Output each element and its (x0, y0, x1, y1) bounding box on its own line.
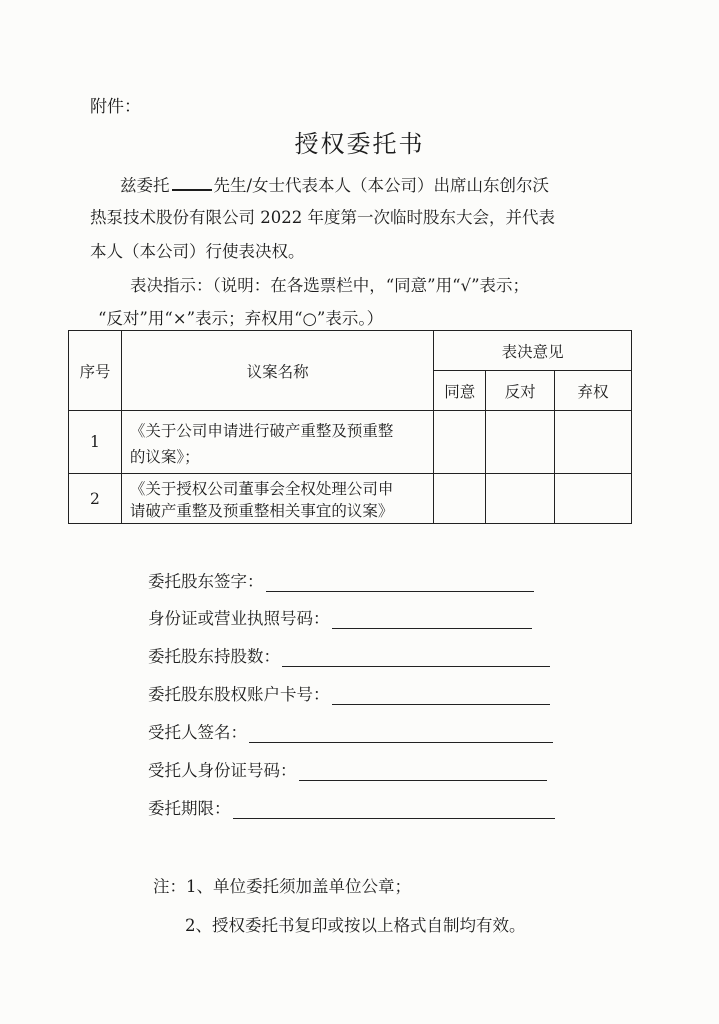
intro-line-1-end: 先生/女士代表本人（本公司）出席山东创尔沃 (213, 176, 550, 195)
note-line-2: 2、授权委托书复印或按以上格式自制均有效。 (185, 916, 526, 935)
oppose-cell[interactable] (486, 474, 555, 524)
agree-cell[interactable] (434, 411, 486, 474)
motion-name-line: 《关于公司申请进行破产重整及预重整 (129, 422, 394, 440)
intro-line-1 (120, 172, 549, 196)
note-line-1: 注：1、单位委托须加盖单位公章； (153, 877, 411, 896)
row-seq: 1 (69, 411, 122, 474)
header-motion-name: 议案名称 (121, 331, 433, 411)
oppose-cell[interactable] (486, 411, 555, 474)
field-proxy-signature (148, 719, 553, 743)
proxy-signature-input-line[interactable] (249, 725, 553, 743)
row-seq: 2 (69, 474, 122, 524)
field-label: 身份证或营业执照号码： (148, 609, 330, 628)
field-label: 委托股东股权账户卡号： (148, 685, 330, 704)
proxy-id-input-line[interactable] (299, 763, 547, 781)
abstain-cell[interactable] (555, 411, 632, 474)
voting-table (68, 330, 632, 524)
field-shareholder-signature (148, 568, 534, 592)
agree-cell[interactable] (434, 474, 486, 524)
field-label: 委托期限： (148, 799, 231, 818)
field-id-number (148, 605, 532, 629)
table-row (69, 474, 632, 524)
proxy-name-blank[interactable] (172, 177, 212, 191)
intro-line-2: 热泵技术股份有限公司 2022 年度第一次临时股东大会，并代表 (90, 208, 555, 227)
motion-name-line: 《关于授权公司董事会全权处理公司申 (129, 479, 394, 498)
header-seq: 序号 (69, 331, 122, 411)
id-number-input-line[interactable] (332, 611, 532, 629)
instruction-line-1: 表决指示：（说明：在各选票栏中，“同意”用“√”表示； (130, 276, 530, 295)
attachment-label: 附件： (90, 97, 141, 117)
field-share-count (148, 643, 550, 667)
motion-name-line: 的议案》； (129, 448, 200, 466)
field-account-number (148, 681, 550, 705)
account-number-input-line[interactable] (332, 687, 550, 705)
row-motion-name (121, 474, 433, 524)
intro-line-3: 本人（本公司）行使表决权。 (90, 242, 305, 261)
header-oppose: 反对 (486, 371, 555, 411)
proxy-term-input-line[interactable] (233, 801, 555, 819)
field-proxy-id-number (148, 757, 547, 781)
signature-input-line[interactable] (266, 574, 534, 592)
header-opinion: 表决意见 (434, 331, 632, 371)
motion-name-line: 请破产重整及预重整相关事宜的议案》 (129, 501, 394, 520)
intro-line-1-start: 兹委托 (120, 176, 170, 195)
header-abstain: 弃权 (555, 371, 632, 411)
share-count-input-line[interactable] (282, 649, 550, 667)
document-title: 授权委托书 (294, 130, 425, 158)
header-agree: 同意 (434, 371, 486, 411)
row-motion-name (121, 411, 433, 474)
abstain-cell[interactable] (555, 474, 632, 524)
field-proxy-term (148, 795, 555, 819)
field-label: 受托人身份证号码： (148, 761, 297, 780)
field-label: 委托股东持股数： (148, 647, 280, 666)
table-row (69, 411, 632, 474)
instruction-line-2: “反对”用“×”表示；弃权用“○”表示。） (98, 309, 384, 328)
field-label: 委托股东签字： (148, 572, 264, 591)
field-label: 受托人签名： (148, 723, 247, 742)
